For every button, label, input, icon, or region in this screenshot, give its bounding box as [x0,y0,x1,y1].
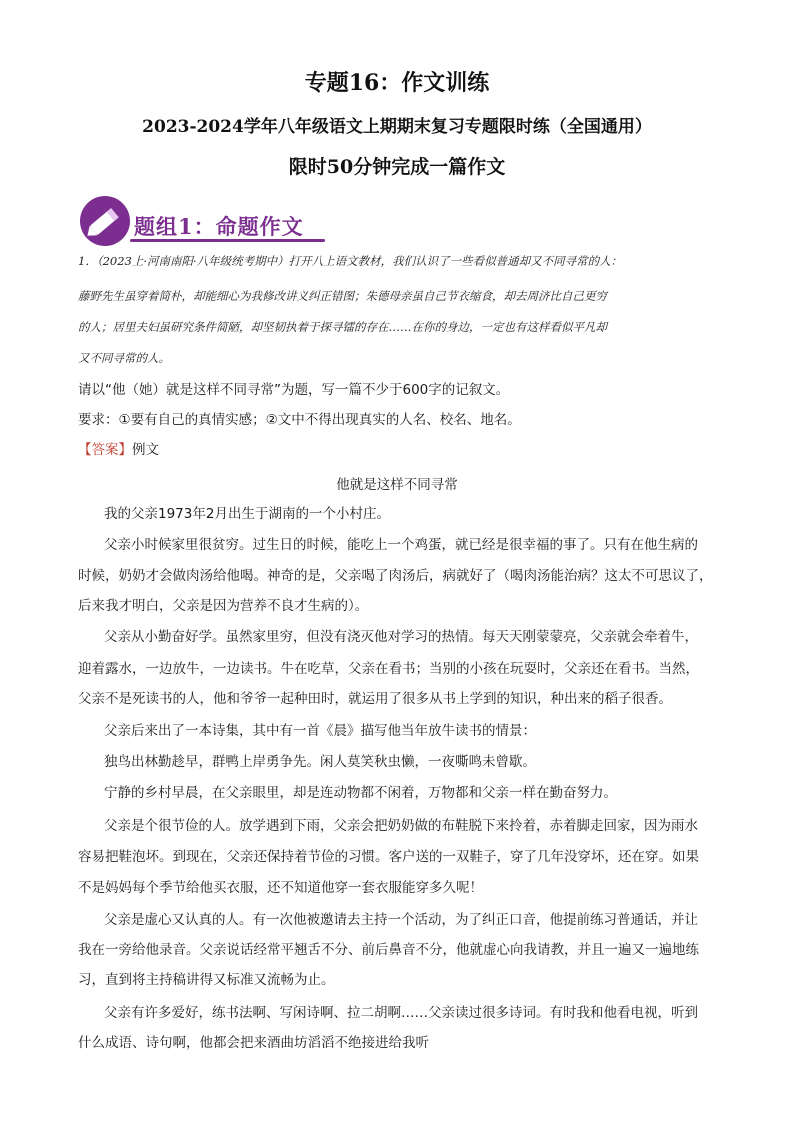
essay-line: 父亲是个很节俭的人。放学遇到下雨，父亲会把奶奶做的布鞋脱下来拎着，赤着脚走回家，因为雨水 [104,818,698,834]
essay-line: 父亲有许多爱好，练书法啊、写闲诗啊、拉二胡啊……父亲读过很多诗词。有时我和他看电视，听到 [104,1005,698,1021]
essay-line: 父亲后来出了一本诗集，其中有一首《晨》描写他当年放牛读书的情景： [104,723,536,739]
question-requirements: 要求：①要有自己的真情实感；②文中不得出现真实的人名、校名、地名。 [78,412,521,428]
essay-line: 我在一旁给他录音。父亲说话经常平翘舌不分、前后鼻音不分，他就虚心向我请教，并且一遍又一遍地练 [78,942,699,958]
page-subtitle: 2023-2024学年八年级语文上期期末复习专题限时练（全国通用） [142,117,652,137]
page-title: 专题16：作文训练 [304,70,490,96]
banner-underline [130,239,325,242]
question-line: 又不同寻常的人。 [78,351,170,365]
essay-line: 不是妈妈每个季节给他买衣服，还不知道他穿一套衣服能穿多久呢！ [78,880,483,896]
essay-line: 宁静的乡村早晨，在父亲眼里，却是连动物都不闲着，万物都和父亲一样在勤奋努力。 [104,785,617,801]
essay-line: 什么成语、诗句啊，他都会把来酒曲坊滔滔不绝接进给我听 [78,1035,429,1051]
essay-line: 父亲不是死读书的人，他和爷爷一起种田时，就运用了很多从书上学到的知识，种出来的稻子很香。 [78,691,672,707]
essay-line: 时候，奶奶才会做肉汤给他喝。神奇的是，父亲喝了肉汤后，病就好了（喝肉汤能治病？这太不可思议了， [78,568,713,584]
essay-line: 父亲从小勤奋好学。虽然家里穷，但没有浇灭他对学习的热情。每天天刚蒙蒙亮，父亲就会牵着牛， [104,629,698,645]
essay-title: 他就是这样不同寻常 [336,477,458,493]
essay-line: 容易把鞋泡坏。到现在，父亲还保持着节俭的习惯。客户送的一双鞋子，穿了几年没穿坏，还在穿。如果 [78,849,699,865]
time-limit: 限时50分钟完成一篇作文 [288,156,506,178]
essay-line: 独鸟出林勤趁早，群鸭上岸勇争先。闲人莫笑秋虫懒，一夜嘶鸣未曾歇。 [104,754,536,770]
essay-line: 父亲小时候家里很贫穷。过生日的时候，能吃上一个鸡蛋，就已经是很幸福的事了。只有在他生病的 [104,537,698,553]
answer-label: 例文 [132,442,159,458]
essay-line: 父亲是虚心又认真的人。有一次他被邀请去主持一个活动，为了纠正口音，他提前练习普通话，并让 [104,912,698,928]
essay-line: 迎着露水，一边放牛，一边读书。牛在吃草，父亲在看书；当别的小孩在玩耍时，父亲还在看书。当然， [78,661,699,677]
essay-line: 后来我才明白，父亲是因为营养不良才生病的）。 [78,598,369,614]
question-line: 藤野先生虽穿着简朴，却能细心为我修改讲义纠正错图；朱德母亲虽自己节衣缩食，却去周济比自己更穷 [78,289,607,303]
question-prompt: 请以“他（她）就是这样不同寻常”为题，写一篇不少于600字的记叙文。 [78,382,510,398]
question-line: 的人；居里夫妇虽研究条件简陋，却坚韧执着于探寻镭的存在……在你的身边，一定也有这样看似平凡却 [78,320,607,334]
essay-line: 习，直到将主持稿讲得又标准又流畅为止。 [78,972,335,988]
answer-tag: 【答案】 [78,442,132,458]
answer-header [78,441,159,459]
question-line: 1．（2023上·河南南阳·八年级统考期中）打开八上语文教材，我们认识了一些看似普通却又不同寻常的人： [78,254,623,268]
question-group-label: 题组1：命题作文 [134,214,304,239]
essay-line: 我的父亲1973年2月出生于湖南的一个小村庄。 [104,506,390,522]
